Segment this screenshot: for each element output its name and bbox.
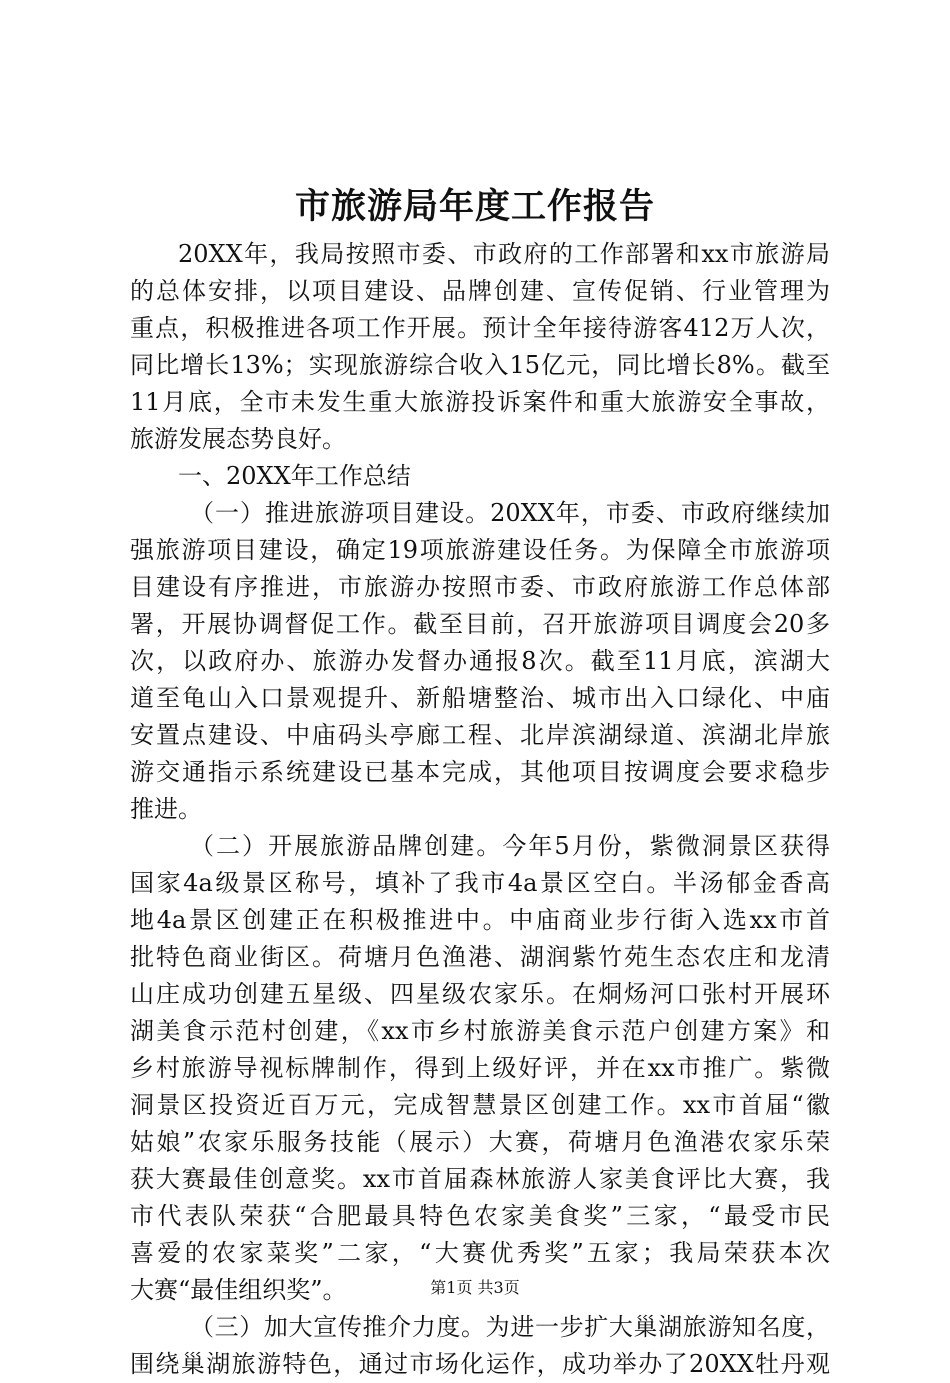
paragraph-line: 11月底，全市未发生重大旅游投诉案件和重大旅游安全事故， [130, 388, 830, 416]
paragraph-line: 重点，积极推进各项工作开展。预计全年接待游客412万人次， [130, 314, 830, 342]
paragraph-line: 湖美食示范村创建，《xx市乡村旅游美食示范户创建方案》和 [130, 1017, 830, 1045]
paragraph-line: 山庄成功创建五星级、四星级农家乐。在烔炀河口张村开展环 [130, 980, 830, 1008]
paragraph-line: 洞景区投资近百万元，完成智慧景区创建工作。xx市首届“徽 [130, 1091, 830, 1119]
paragraph-line: 大赛“最佳组织奖”。 [130, 1276, 347, 1304]
document-body [130, 236, 830, 1383]
paragraph-line: 同比增长13%；实现旅游综合收入15亿元，同比增长8%。截至 [130, 351, 830, 379]
paragraph-line: 国家4a级景区称号，填补了我市4a景区空白。半汤郁金香高 [130, 869, 830, 897]
paragraph-line: （一）推进旅游项目建设。20XX年，市委、市政府继续加 [190, 499, 830, 527]
paragraph-line: 喜爱的农家菜奖”二家，“大赛优秀奖”五家；我局荣获本次 [130, 1239, 830, 1267]
paragraph-line: 游交通指示系统建设已基本完成，其他项目按调度会要求稳步 [130, 758, 830, 786]
paragraph-line: 乡村旅游导视标牌制作，得到上级好评，并在xx市推广。紫微 [130, 1054, 830, 1082]
paragraph-line: 姑娘”农家乐服务技能（展示）大赛，荷塘月色渔港农家乐荣 [130, 1128, 830, 1156]
paragraph-line: 20XX年，我局按照市委、市政府的工作部署和xx市旅游局 [178, 240, 830, 268]
paragraph-line: 次，以政府办、旅游办发督办通报8次。截至11月底，滨湖大 [130, 647, 830, 675]
paragraph-line: 道至龟山入口景观提升、新船塘整治、城市出入口绿化、中庙 [130, 684, 830, 712]
paragraph-line: 旅游发展态势良好。 [130, 425, 346, 453]
paragraph-line: 围绕巢湖旅游特色，通过市场化运作，成功举办了20XX牡丹观 [130, 1350, 830, 1378]
page-number-footer: 第1页 共3页 [430, 1278, 520, 1297]
paragraph-line: 地4a景区创建正在积极推进中。中庙商业步行街入选xx市首 [130, 906, 830, 934]
paragraph-line: 安置点建设、中庙码头亭廊工程、北岸滨湖绿道、滨湖北岸旅 [130, 721, 830, 749]
paragraph-line: （三）加大宣传推介力度。为进一步扩大巢湖旅游知名度， [190, 1313, 830, 1341]
document-title: 市旅游局年度工作报告 [294, 186, 655, 227]
section-heading: 一、20XX年工作总结 [178, 462, 411, 490]
paragraph-line: 市代表队荣获“合肥最具特色农家美食奖”三家，“最受市民 [130, 1202, 830, 1230]
paragraph-line: 批特色商业街区。荷塘月色渔港、湖润紫竹苑生态农庄和龙清 [130, 943, 830, 971]
paragraph-line: 强旅游项目建设，确定19项旅游建设任务。为保障全市旅游项 [130, 536, 830, 564]
paragraph-line: 署，开展协调督促工作。截至目前，召开旅游项目调度会20多 [130, 610, 830, 638]
paragraph-line: 的总体安排，以项目建设、品牌创建、宣传促销、行业管理为 [130, 277, 830, 305]
paragraph-line: 获大赛最佳创意奖。xx市首届森林旅游人家美食评比大赛，我 [130, 1165, 830, 1193]
paragraph-line: 推进。 [130, 795, 202, 823]
paragraph-line: 目建设有序推进，市旅游办按照市委、市政府旅游工作总体部 [130, 573, 830, 601]
paragraph-line: （二）开展旅游品牌创建。今年5月份，紫微洞景区获得 [190, 832, 830, 860]
